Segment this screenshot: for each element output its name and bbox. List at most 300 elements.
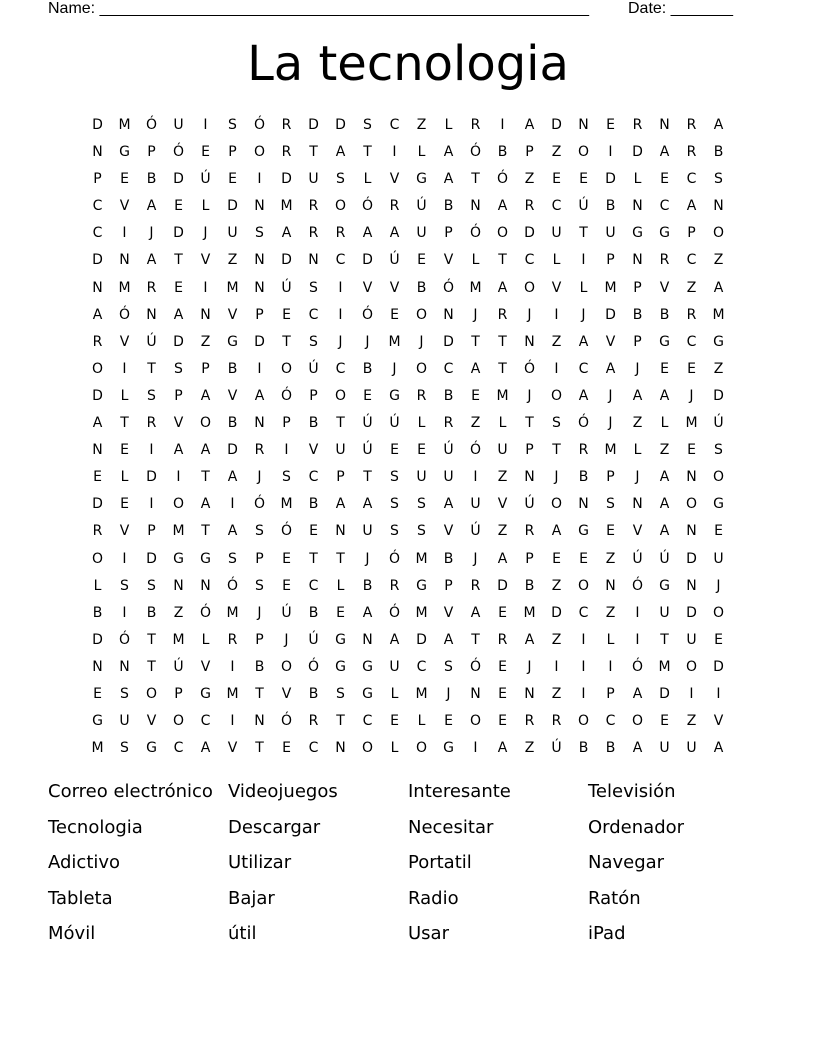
grid-letter: M (172, 631, 185, 648)
grid-letter: C (416, 658, 427, 675)
grid-letter: P (444, 225, 453, 242)
grid-letter: B (443, 550, 454, 567)
grid-letter: R (308, 198, 319, 215)
grid-letter: O (523, 279, 536, 296)
grid-letter: O (415, 740, 428, 757)
grid-letter: L (417, 144, 426, 161)
grid-letter: O (685, 496, 698, 513)
grid-letter: Z (551, 577, 562, 594)
grid-letter: N (200, 306, 211, 323)
grid-letter: O (712, 225, 725, 242)
grid-letter: V (389, 171, 400, 188)
grid-letter: E (660, 171, 669, 188)
grid-letter: S (417, 496, 426, 513)
grid-letter: R (524, 523, 535, 540)
grid-letter: N (686, 469, 697, 486)
grid-letter: O (550, 387, 563, 404)
grid-letter: P (525, 442, 534, 459)
grid-letter: A (551, 523, 562, 540)
grid-letter: A (659, 144, 670, 161)
grid-letter: C (173, 740, 184, 757)
grid-letter: A (443, 631, 454, 648)
grid-letter: N (524, 685, 535, 702)
grid-letter: C (308, 577, 319, 594)
grid-letter: D (92, 496, 103, 513)
grid-letter: J (365, 550, 370, 567)
grid-letter: E (579, 550, 588, 567)
grid-letter: E (552, 550, 561, 567)
grid-letter: A (335, 144, 346, 161)
grid-letter: T (471, 171, 480, 188)
grid-letter: N (632, 198, 643, 215)
grid-row (84, 518, 732, 545)
grid-letter: L (201, 631, 210, 648)
grid-letter: R (281, 117, 292, 133)
grid-letter: Ú (632, 550, 643, 567)
grid-letter: E (336, 604, 345, 621)
grid-letter: D (497, 577, 508, 594)
grid-letter: Z (551, 333, 562, 350)
grid-letter: Ó (118, 631, 131, 648)
grid-letter: S (714, 171, 723, 188)
grid-letter: M (91, 740, 104, 757)
grid-letter: I (581, 631, 586, 648)
grid-letter: B (632, 306, 643, 323)
grid-letter: E (228, 171, 237, 188)
grid-letter: E (498, 713, 507, 730)
grid-letter: J (527, 387, 532, 404)
grid-letter: P (606, 469, 615, 486)
grid-letter: D (227, 442, 238, 459)
grid-letter: Ú (578, 198, 589, 215)
grid-letter: T (309, 550, 318, 567)
grid-letter: Ó (226, 577, 239, 594)
grid-letter: Ó (523, 360, 536, 377)
grid-letter: V (200, 252, 211, 269)
grid-letter: A (659, 469, 670, 486)
grid-letter: J (257, 604, 262, 621)
grid-row (84, 139, 732, 166)
grid-letter: D (173, 225, 184, 242)
grid-letter: C (686, 333, 697, 350)
grid-letter: T (498, 333, 507, 350)
word-list-item: Necesitar (408, 816, 494, 838)
grid-row (84, 437, 732, 464)
grid-letter: R (578, 442, 589, 459)
grid-letter: C (335, 360, 346, 377)
grid-letter: P (606, 252, 615, 269)
grid-letter: E (417, 252, 426, 269)
grid-letter: J (419, 333, 424, 350)
grid-letter: G (659, 333, 670, 350)
grid-letter: B (227, 415, 238, 432)
grid-letter: A (713, 279, 724, 296)
grid-letter: N (713, 198, 724, 215)
grid-letter: D (713, 658, 724, 675)
grid-letter: J (635, 469, 640, 486)
grid-letter: Ó (199, 604, 212, 621)
grid-letter: L (390, 685, 399, 702)
grid-letter: R (308, 713, 319, 730)
grid-letter: M (280, 496, 293, 513)
grid-letter: J (149, 225, 154, 242)
grid-letter: A (254, 387, 265, 404)
grid-letter: Z (497, 523, 508, 540)
grid-letter: R (227, 631, 238, 648)
grid-letter: N (632, 252, 643, 269)
grid-letter: R (632, 117, 643, 133)
word-list-item: Radio (408, 887, 459, 909)
grid-letter: R (416, 387, 427, 404)
grid-letter: R (389, 198, 400, 215)
grid-letter: O (496, 225, 509, 242)
grid-letter: A (497, 198, 508, 215)
grid-letter: G (632, 225, 643, 242)
word-list-item: Videojuegos (228, 781, 338, 802)
grid-letter: S (363, 117, 372, 133)
grid-letter: J (203, 225, 208, 242)
grid-letter: B (659, 306, 670, 323)
grid-letter: O (415, 360, 428, 377)
grid-letter: Ó (496, 171, 509, 188)
grid-letter: E (174, 279, 183, 296)
grid-letter: M (604, 279, 617, 296)
grid-row (84, 166, 732, 193)
grid-letter: P (147, 144, 156, 161)
grid-letter: S (147, 387, 156, 404)
grid-letter: N (92, 658, 103, 675)
grid-letter: E (687, 442, 696, 459)
grid-letter: I (392, 144, 397, 161)
grid-letter: Z (497, 469, 508, 486)
grid-letter: I (203, 279, 208, 296)
grid-letter: V (605, 333, 616, 350)
grid-letter: I (176, 469, 181, 486)
grid-letter: O (577, 144, 590, 161)
grid-letter: R (524, 198, 535, 215)
grid-letter: A (146, 252, 157, 269)
grid-letter: G (227, 333, 238, 350)
grid-letter: L (606, 631, 615, 648)
grid-letter: C (605, 713, 616, 730)
grid-letter: T (147, 360, 156, 377)
grid-letter: S (552, 415, 561, 432)
grid-letter: I (149, 496, 154, 513)
grid-letter: P (633, 279, 642, 296)
grid-letter: G (713, 496, 724, 513)
grid-letter: J (581, 306, 586, 323)
grid-letter: I (608, 658, 613, 675)
grid-letter: L (579, 279, 588, 296)
grid-letter: C (308, 740, 319, 757)
grid-letter: U (551, 225, 562, 242)
grid-letter: R (470, 577, 481, 594)
grid-letter: I (230, 496, 235, 513)
grid-letter: O (334, 387, 347, 404)
grid-row (84, 491, 732, 518)
grid-letter: R (146, 279, 157, 296)
grid-letter: V (227, 740, 238, 757)
grid-letter: S (147, 577, 156, 594)
grid-letter: Z (686, 713, 697, 730)
grid-letter: M (469, 279, 482, 296)
grid-letter: Ó (469, 658, 482, 675)
grid-letter: P (201, 360, 210, 377)
grid-letter: J (338, 333, 343, 350)
grid-letter: N (173, 577, 184, 594)
grid-letter: Ú (524, 496, 535, 513)
grid-letter: S (309, 279, 318, 296)
grid-letter: V (119, 523, 130, 540)
grid-letter: U (362, 523, 373, 540)
grid-letter: Ó (145, 117, 158, 133)
grid-letter: I (473, 740, 478, 757)
grid-letter: R (146, 415, 157, 432)
grid-letter: Ó (118, 306, 131, 323)
grid-letter: V (443, 523, 454, 540)
grid-letter: Z (686, 279, 697, 296)
grid-letter: Z (632, 415, 643, 432)
grid-letter: U (659, 604, 670, 621)
grid-letter: Ó (280, 387, 293, 404)
grid-letter: E (660, 360, 669, 377)
grid-letter: L (363, 171, 372, 188)
grid-letter: T (498, 360, 507, 377)
grid-letter: Ú (308, 360, 319, 377)
grid-letter: O (91, 550, 104, 567)
grid-letter: C (524, 252, 535, 269)
grid-letter: L (93, 577, 102, 594)
grid-letter: P (633, 333, 642, 350)
grid-letter: I (230, 713, 235, 730)
grid-letter: R (524, 713, 535, 730)
grid-letter: T (147, 631, 156, 648)
grid-letter: E (120, 171, 129, 188)
grid-letter: Ú (362, 415, 373, 432)
grid-letter: Z (551, 144, 562, 161)
grid-letter: S (228, 550, 237, 567)
grid-letter: R (389, 577, 400, 594)
grid-letter: R (335, 225, 346, 242)
grid-letter: U (497, 442, 508, 459)
grid-letter: S (228, 117, 237, 133)
grid-letter: P (444, 577, 453, 594)
grid-letter: V (659, 279, 670, 296)
grid-letter: E (282, 550, 291, 567)
grid-letter: T (336, 415, 345, 432)
date-field: Date: _______ (628, 0, 733, 17)
header (48, 0, 768, 20)
grid-letter: J (473, 550, 478, 567)
grid-letter: J (446, 685, 451, 702)
grid-letter: M (496, 387, 509, 404)
grid-letter: L (120, 469, 129, 486)
grid-letter: E (390, 442, 399, 459)
grid-letter: E (417, 442, 426, 459)
grid-letter: G (335, 631, 346, 648)
grid-letter: R (281, 144, 292, 161)
grid-row (84, 546, 732, 573)
grid-letter: I (284, 442, 289, 459)
grid-letter: G (146, 740, 157, 757)
grid-letter: G (362, 685, 373, 702)
grid-letter: A (659, 523, 670, 540)
grid-letter: A (227, 523, 238, 540)
grid-letter: R (254, 442, 265, 459)
grid-letter: G (119, 144, 130, 161)
grid-letter: R (443, 415, 454, 432)
word-list-item: Ordenador (588, 816, 685, 838)
grid-letter: T (147, 658, 156, 675)
grid-letter: O (172, 713, 185, 730)
grid-letter: P (93, 171, 102, 188)
grid-letter: P (606, 685, 615, 702)
grid-letter: R (92, 333, 103, 350)
grid-letter: Z (227, 252, 238, 269)
grid-letter: M (712, 306, 725, 323)
grid-letter: I (635, 631, 640, 648)
grid-letter: N (254, 198, 265, 215)
grid-letter: R (686, 144, 697, 161)
grid-letter: I (581, 658, 586, 675)
grid-letter: C (308, 306, 319, 323)
grid-letter: C (335, 252, 346, 269)
grid-letter: S (444, 658, 453, 675)
word-list-item: Portatil (408, 852, 472, 873)
grid-letter: D (686, 550, 697, 567)
grid-letter: C (92, 198, 103, 215)
grid-letter: N (119, 658, 130, 675)
grid-letter: A (686, 198, 697, 215)
grid-letter: I (581, 252, 586, 269)
grid-letter: E (498, 685, 507, 702)
grid-letter: Z (524, 740, 535, 757)
grid-letter: D (92, 387, 103, 404)
grid-letter: V (227, 387, 238, 404)
grid-letter: B (308, 604, 319, 621)
grid-letter: A (497, 740, 508, 757)
grid-row (84, 329, 732, 356)
grid-letter: V (281, 685, 292, 702)
grid-letter: T (282, 333, 291, 350)
grid-letter: B (578, 740, 589, 757)
grid-letter: S (390, 469, 399, 486)
grid-letter: P (255, 550, 264, 567)
grid-letter: G (713, 333, 724, 350)
grid-letter: D (92, 252, 103, 269)
grid-letter: J (392, 360, 397, 377)
grid-letter: E (390, 306, 399, 323)
grid-letter: N (200, 577, 211, 594)
word-list-item: Navegar (588, 852, 665, 873)
grid-letter: V (632, 523, 643, 540)
grid-letter: D (686, 604, 697, 621)
grid-letter: G (578, 523, 589, 540)
grid-letter: O (577, 713, 590, 730)
grid-letter: A (470, 604, 481, 621)
grid-letter: S (309, 333, 318, 350)
word-list-item: Móvil (48, 923, 96, 944)
grid-row (84, 681, 732, 708)
grid-letter: A (578, 333, 589, 350)
grid-letter: M (118, 117, 131, 133)
grid-letter: T (552, 442, 561, 459)
grid-letter: M (388, 333, 401, 350)
grid-letter: M (226, 685, 239, 702)
grid-letter: E (174, 198, 183, 215)
grid-letter: B (605, 740, 616, 757)
grid-letter: J (689, 387, 694, 404)
grid-letter: T (498, 252, 507, 269)
grid-letter: L (201, 198, 210, 215)
grid-letter: R (551, 713, 562, 730)
grid-letter: J (527, 658, 532, 675)
grid-letter: G (416, 171, 427, 188)
grid-letter: A (362, 496, 373, 513)
grid-letter: O (280, 360, 293, 377)
grid-letter: D (308, 117, 319, 133)
grid-letter: T (255, 685, 264, 702)
grid-letter: B (308, 685, 319, 702)
grid-letter: E (390, 713, 399, 730)
grid-letter: O (712, 469, 725, 486)
grid-letter: G (659, 577, 670, 594)
grid-letter: V (227, 306, 238, 323)
grid-letter: Ó (388, 604, 401, 621)
grid-row (84, 275, 732, 302)
grid-letter: P (174, 685, 183, 702)
grid-letter: V (443, 252, 454, 269)
grid-letter: C (686, 252, 697, 269)
grid-letter: E (687, 360, 696, 377)
grid-letter: Ó (469, 144, 482, 161)
grid-letter: I (122, 604, 127, 621)
grid-letter: J (635, 360, 640, 377)
grid-letter: J (473, 306, 478, 323)
grid-letter: A (497, 550, 508, 567)
grid-letter: A (227, 469, 238, 486)
grid-letter: U (605, 225, 616, 242)
word-list-item: Interesante (408, 781, 511, 802)
grid-letter: D (416, 631, 427, 648)
grid-letter: E (309, 523, 318, 540)
grid-letter: I (338, 306, 343, 323)
grid-letter: D (92, 631, 103, 648)
grid-letter: Ó (469, 442, 482, 459)
grid-letter: S (336, 171, 345, 188)
grid-letter: S (417, 523, 426, 540)
grid-row (84, 708, 732, 735)
grid-letter: A (443, 171, 454, 188)
grid-letter: B (578, 469, 589, 486)
page-title: La tecnologia (247, 36, 569, 92)
grid-letter: Z (551, 685, 562, 702)
grid-letter: Ú (443, 442, 454, 459)
grid-letter: N (92, 144, 103, 161)
grid-letter: R (497, 631, 508, 648)
grid-letter: V (443, 604, 454, 621)
grid-letter: B (254, 658, 265, 675)
grid-letter: G (416, 577, 427, 594)
grid-letter: P (309, 387, 318, 404)
grid-letter: A (524, 631, 535, 648)
grid-letter: Ú (551, 740, 562, 757)
grid-letter: Ú (281, 279, 292, 296)
grid-letter: E (363, 387, 372, 404)
grid-letter: N (254, 279, 265, 296)
grid-letter: S (606, 496, 615, 513)
grid-letter: A (389, 631, 400, 648)
